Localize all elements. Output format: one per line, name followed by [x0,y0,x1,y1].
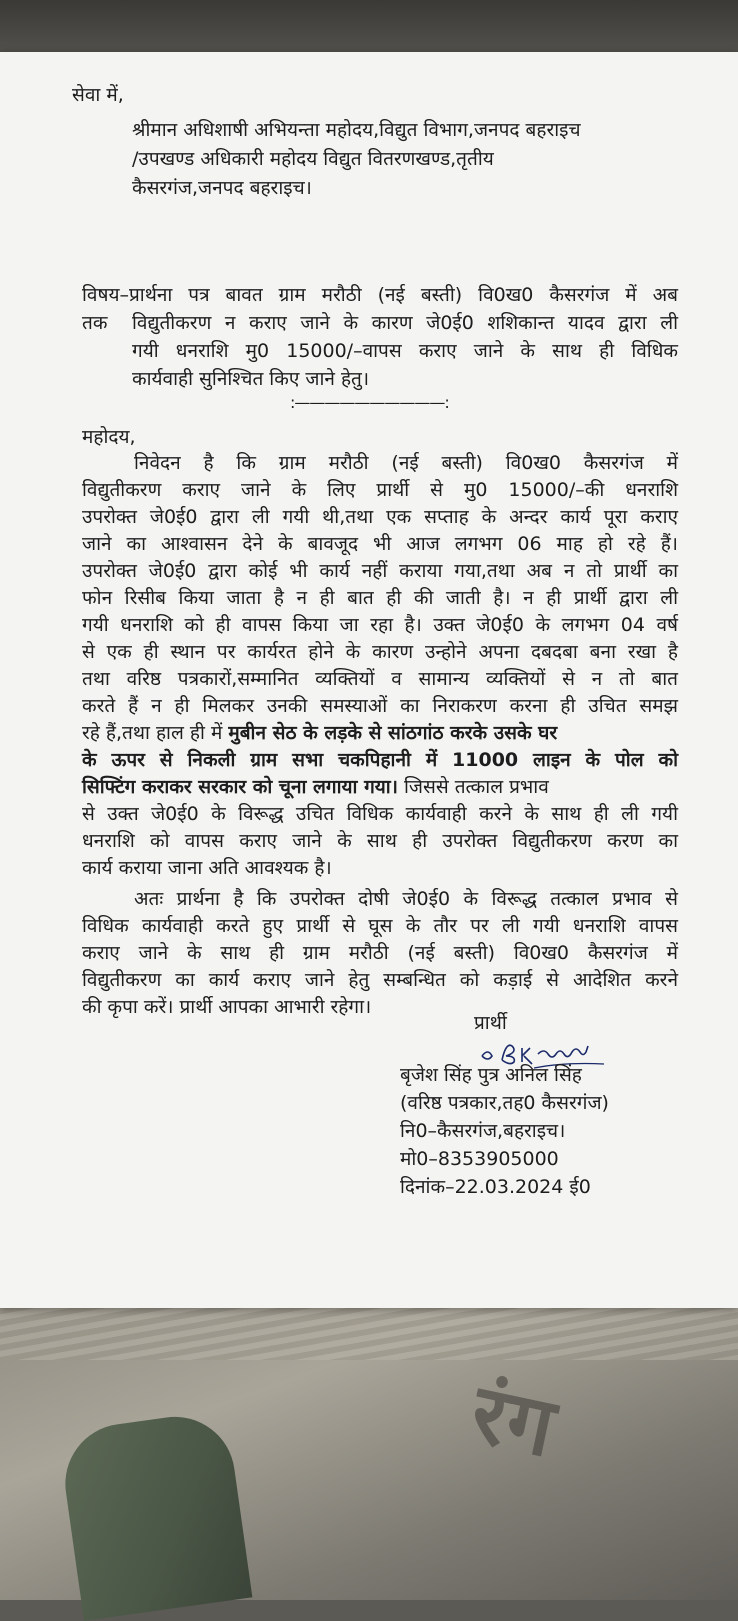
request-line-1: अतः प्रार्थना है कि उपरोक्त दोषी जे0ई0 के विरूद्ध तत्काल प्रभाव से [134,888,678,910]
body-line-11-plain: रहे हैं,तथा हाल ही में [82,722,229,744]
body-line-3: उपरोक्त जे0ई0 द्वारा ली गयी थी,तथा एक सप्ताह के अन्दर कार्य पूरा कराए [82,506,678,528]
body-line-14: से उक्त जे0ई0 के विरूद्ध उचित विधिक कार्यवाही करने के साथ ही ली गयी [82,803,678,825]
subject-prefix: तक [82,312,108,334]
request-line-2: विधिक कार्यवाही करते हुए प्रार्थी से घूस के तौर पर ली गयी धनराशि वापस [82,915,678,937]
subject-line-4: कार्यवाही सुनिश्चित किए जाने हेतु। [132,368,370,390]
body-line-4: जाने का आश्वासन देने के बावजूद भी आज लगभग 06 माह हो रहे हैं। [82,533,678,555]
sender-address: नि0–कैसरगंज,बहराइच। [400,1120,566,1142]
background-top [0,0,738,60]
body-line-2: विद्युतीकरण कराए जाने के लिए प्रार्थी से मु0 15000/–की धनराशि [82,479,678,501]
body-line-15: धनराशि को वापस कराए जाने के साथ ही उपरोक्त विद्युतीकरण करण का [82,830,678,852]
subject-line-2: विद्युतीकरण न कराए जाने के कारण जे0ई0 शशिकान्त यादव द्वारा ली [132,312,678,334]
addressee-line-2: /उपखण्ड अधिकारी महोदय विद्युत वितरणखण्ड,तृतीय [132,148,494,170]
body-line-13-plain: जिससे तत्काल प्रभाव [397,776,549,798]
body-line-12-bold: के ऊपर से निकली ग्राम सभा चकपिहानी में 11000 लाइन के पोल को [82,749,678,771]
addressee-line-3: कैसरगंज,जनपद बहराइच। [132,177,312,199]
body-line-7: गयी धनराशि को ही वापस किया जा रहा है। उक्त जे0ई0 के लगभग 04 वर्ष [82,614,678,636]
body-line-1: निवेदन है कि ग्राम मरौठी (नई बस्ती) वि0ख0 कैसरगंज में [134,452,678,474]
sender-label: प्रार्थी [474,1012,507,1034]
addressee-line-1: श्रीमान अधिशाषी अभियन्ता महोदय,विद्युत विभाग,जनपद बहराइच [132,119,581,141]
person-sleeve [58,1409,253,1621]
letter-date: दिनांक–22.03.2024 ई0 [400,1176,591,1198]
body-line-10: करते हैं न ही मिलकर उनकी समस्याओं का निराकरण करना ही उचित समझ [82,695,678,717]
sender-mobile: मो0–8353905000 [400,1148,559,1170]
body-line-6: फोन रिसीब किया जाता है न ही बात ही की जाती है। न ही प्रार्थी द्वारा ली [82,587,678,609]
sender-designation: (वरिष्ठ पत्रकार,तह0 कैसरगंज) [400,1092,609,1114]
request-line-4: विद्युतीकरण का कार्य कराए जाने हेतु सम्बन्धित को कड़ाई से आदेशित करने [82,969,678,991]
body-line-5: उपरोक्त जे0ई0 द्वारा कोई भी कार्य नहीं कराया गया,तथा अब न तो प्रार्थी का [82,560,678,582]
subject-line-3: गयी धनराशि मु0 15000/–वापस कराए जाने के साथ ही विधिक [132,340,678,362]
body-line-11-bold: मुबीन सेठ के लड़के से सांठगांठ करके उसके घर [228,722,558,744]
subject-line-1: विषय–प्रार्थना पत्र बावत ग्राम मरौठी (नई बस्ती) वि0ख0 कैसरगंज में अब [82,284,678,306]
request-line-3: कराए जाने के साथ ही ग्राम मरौठी (नई बस्ती) वि0ख0 कैसरगंज में [82,942,678,964]
body-line-11 [82,720,557,746]
subject-divider: :——————————: [290,393,449,412]
body-line-8: से एक ही स्थान पर कार्यरत होने के कारण उन्होने अपना दबदबा बना रखा है [82,641,678,663]
request-line-5: की कृपा करें। प्रार्थी आपका आभारी रहेगा। [82,996,372,1018]
body-line-9: तथा वरिष्ठ पत्रकारों,सम्मानित व्यक्तियों व सामान्य व्यक्तियों से न तो बात [82,668,678,690]
sender-name: बृजेश सिंह पुत्र अनिल सिंह [400,1064,582,1086]
body-line-16: कार्य कराया जाना अति आवश्यक है। [82,857,332,879]
floor-painted-text: रंग [463,1366,565,1477]
salutation: सेवा में, [72,84,124,106]
body-line-13 [82,774,549,800]
greeting: महोदय, [82,426,136,448]
body-line-13-bold: सिफ्टिंग कराकर सरकार को चूना लगाया गया। [82,776,398,798]
letter-paper [0,52,738,1308]
